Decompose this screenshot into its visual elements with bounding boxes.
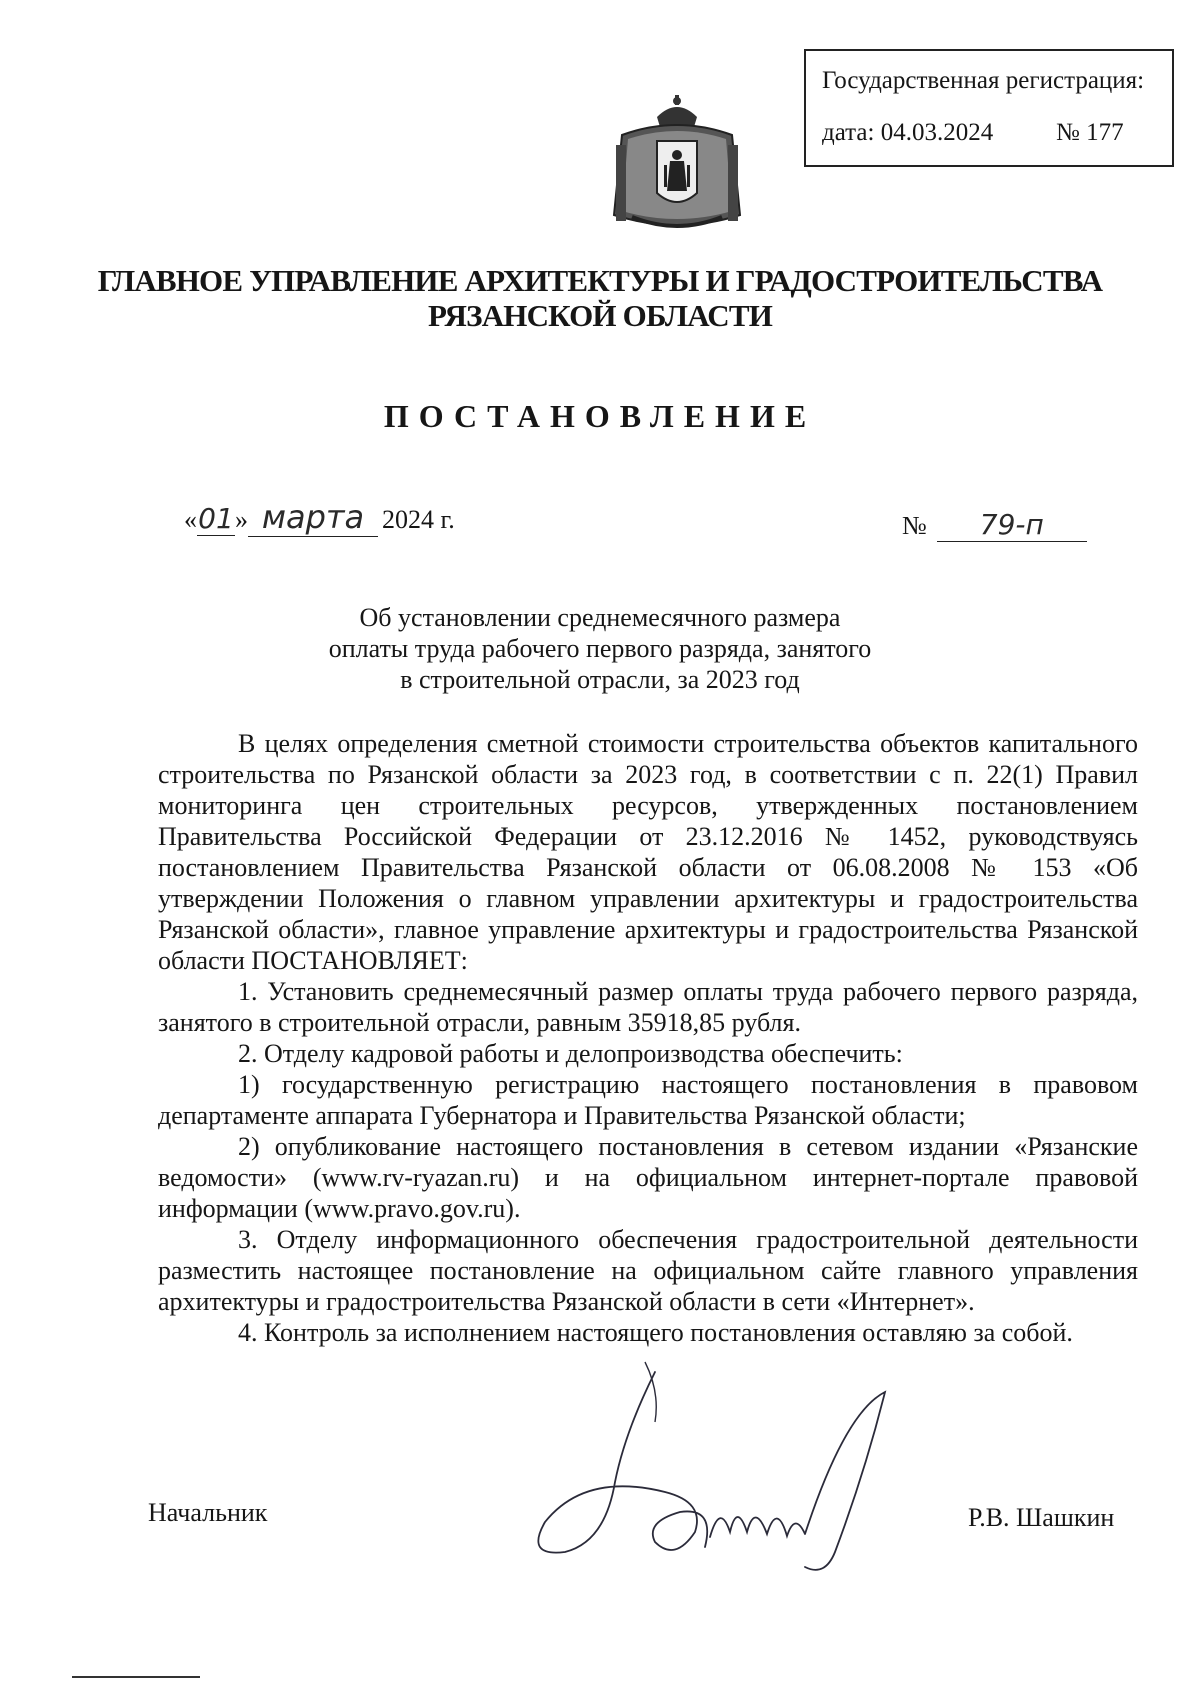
registration-title: Государственная регистрация: [822,67,1145,94]
body-paragraph-item-2-2: 2) опубликование настоящего постановления в сетевом издании «Рязанские ведомости» (www.rv-ryazan.ru) и на официальном интернет-портале правовой информации (www.pravo.gov.ru). [158,1132,1138,1223]
decree-number-label: № [902,511,927,540]
registration-stamp [804,49,1174,167]
body-paragraph-item-2-1: 1) государственную регистрацию настоящего постановления в правовом департаменте аппарата Губернатора и Правительства Рязанской области; [158,1070,1138,1130]
footer-divider [72,1676,200,1678]
decree-year: 2024 г. [382,505,455,534]
organization-name-line2: РЯЗАНСКОЙ ОБЛАСТИ [427,298,773,333]
body-paragraph-item-1: 1. Установить среднемесячный размер оплаты труда рабочего первого разряда, занятого в строительной отрасли, равным 35918,85 рубля. [158,977,1138,1037]
body-paragraph-item-3: 3. Отделу информационного обеспечения градостроительной деятельности разместить настоящее постановление на официальном сайте главного управления архитектуры и градостроительства Рязанской области в сети «Интернет». [158,1225,1138,1316]
subject-line: в строительной отрасли, за 2023 год [400,665,800,694]
decree-subject [0,602,1200,695]
ryazan-coat-of-arms-icon [602,95,752,235]
handwritten-signature [505,1352,925,1582]
handwritten-number: 79-п [937,508,1087,542]
organization-name-line1: ГЛАВНОЕ УПРАВЛЕНИЕ АРХИТЕКТУРЫ И ГРАДОСТРОИТЕЛЬСТВА [97,263,1103,298]
body-paragraph-item-2: 2. Отделу кадровой работы и делопроизводства обеспечить: [238,1039,903,1068]
decree-date [184,498,455,537]
subject-line: оплаты труда рабочего первого разряда, занятого [328,634,872,663]
body-paragraph-item-4: 4. Контроль за исполнением настоящего постановления оставляю за собой. [238,1318,1073,1347]
registration-date: дата: 04.03.2024 [822,119,994,146]
registration-number: № 177 [1056,119,1124,146]
subject-line: Об установлении среднемесячного размера [359,603,841,632]
document-type-title: ПОСТАНОВЛЕНИЕ [383,398,817,434]
body-paragraph-preamble: В целях определения сметной стоимости строительства объектов капитального строительства по Рязанской области за 2023 год, в соответствии с п. 22(1) Правил мониторинга цен строительных ресурсов, утвержденных постановлением Правительства Российской Федерации от 23.12.2016 № 1452, руководствуясь постановлением Правительства Рязанской области от 06.08.2008 № 153 «Об утверждении Положения о главном управлении архитектуры и градостроительства Рязанской области», главное управление архитектуры и градостроительства Рязанской области ПОСТАНОВЛЯЕТ: [158,729,1138,975]
handwritten-month: марта [248,498,378,537]
decree-body [158,728,1138,1348]
handwritten-day: 01 [198,502,234,535]
signatory-name: Р.В. Шашкин [968,1503,1115,1532]
date-open-quote: « [184,505,197,534]
decree-number [902,508,1087,542]
date-close-quote: » [235,505,248,534]
signatory-role: Начальник [148,1498,268,1527]
